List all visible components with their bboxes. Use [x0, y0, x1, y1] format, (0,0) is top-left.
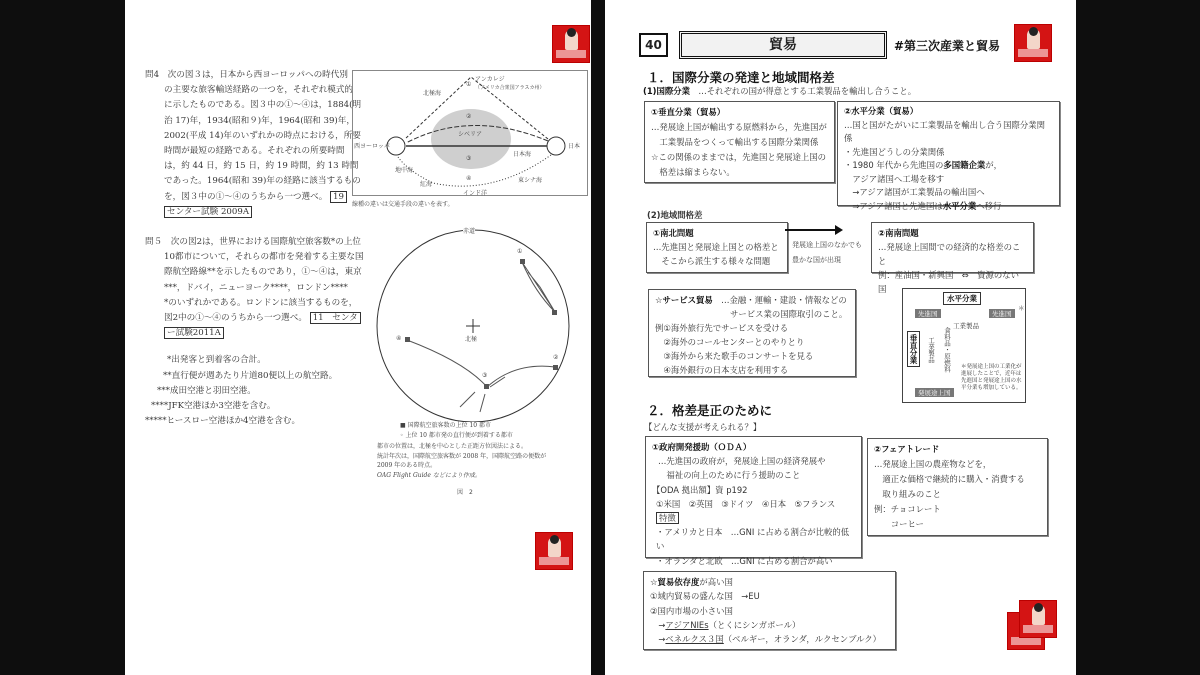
- route-marker: ②: [466, 113, 472, 120]
- question-4: [145, 68, 377, 220]
- legend-item: 上位 10 都市発の直行便が到着する都市: [405, 432, 513, 439]
- box-title: ①垂直分業（貿易）: [651, 107, 726, 117]
- diagram-label: 工業製品: [927, 337, 935, 363]
- oda-box: [645, 436, 862, 566]
- label-arctic: 北極海: [423, 90, 442, 97]
- arrow-right-icon: [785, 229, 837, 231]
- box-line: 適正な価格で継続的に購入・消費する: [874, 474, 1025, 484]
- box-line: …発展途上国間での経済的な格差のこと: [878, 242, 1021, 266]
- box-line: 例：産油国・新興国 ⇔ 資源のない国: [878, 270, 1020, 294]
- label-siberia: シベリア: [458, 131, 483, 138]
- q4-line: であった。1964(昭和 39)年の経路に該当するもの: [164, 176, 361, 187]
- label-indian-ocean: インド洋: [463, 190, 488, 197]
- box-line: が，: [985, 160, 1002, 170]
- box-title: が高い国: [699, 577, 733, 587]
- box-line: ・先進国どうしの分業関係: [844, 146, 945, 157]
- example-item: 例①海外旅行先でサービスを受ける: [655, 323, 789, 333]
- example-item: ②海外のコールセンターとのやりとり: [655, 337, 805, 347]
- north-south-box: [646, 222, 788, 273]
- box-title: ②水平分業（貿易）: [844, 106, 919, 116]
- feature-item: ・オランダと北欧 …GNI に占める割合が高い: [656, 555, 833, 566]
- legend-item: 国際航空旅客数の上位 10 都市: [407, 422, 492, 429]
- box-title: ②フェアトレード: [874, 444, 940, 454]
- figure-3: [352, 70, 588, 196]
- diagram-node: 先進国: [915, 309, 941, 318]
- fair-trade-box: [867, 438, 1048, 536]
- box-title: ②南南問題: [878, 228, 919, 238]
- city-marker: ①: [517, 248, 523, 255]
- division-diagram: [902, 288, 1026, 403]
- box-line: ①米国 ②英国 ③ドイツ ④日本 ⑤フランス: [656, 498, 836, 509]
- label-alaska: （アメリカ合衆国アラスカ州）: [475, 85, 545, 91]
- page-title: 貿易: [679, 31, 887, 59]
- label-red-sea: 紅海: [420, 181, 433, 188]
- q5-line: 10都市について，それらの都市を発着する主要な国: [164, 252, 364, 263]
- diagram-label: 垂直分業: [907, 331, 920, 367]
- box-line: →: [650, 634, 666, 645]
- box-title: ☆貿易依存度: [650, 577, 700, 587]
- label-north-pole: 北極: [465, 336, 478, 343]
- q5-line: *のいずれかである。ロンドンに該当するものを，: [164, 297, 358, 308]
- q5-line: 図2中の①～④のうちから一つ選べ。: [164, 313, 307, 324]
- arrow-note: [792, 238, 862, 268]
- box-line: ・1980 年代から先進国の: [844, 160, 944, 170]
- q4-line: 時間が最短の経路である。それぞれの所要時間: [164, 146, 345, 157]
- diagram-node: 先進国: [989, 309, 1015, 318]
- q4-line: 問4 次の図３は，日本から西ヨーロッパへの時代別: [145, 70, 348, 80]
- footnote: ***成田空港と羽田空港。: [157, 385, 256, 396]
- example-item: ③海外から来た歌手のコンサートを見る: [655, 351, 814, 361]
- box-line: へ移行: [976, 200, 1002, 211]
- q5-line: 問５ 次の図2は，世界における国際航空旅客数*の上位: [145, 237, 362, 247]
- note-line: 豊かな国が出現: [792, 256, 841, 264]
- route-marker: ④: [466, 175, 472, 182]
- box-line: サービス業の国際取引のこと。: [730, 309, 848, 319]
- note-line: OAG Flight Guide などにより作成。: [377, 471, 481, 479]
- box-line: 工業製品をつくって輸出する国際分業関係: [651, 137, 819, 147]
- box-line: 例：チョコレート: [874, 504, 941, 514]
- question-5: [145, 235, 377, 429]
- question-prompt: 【どんな支援が考えられる？】: [644, 422, 762, 432]
- box-line: ②国内市場の小さい国: [650, 605, 733, 616]
- section-2-heading: ２．格差是正のために: [647, 403, 773, 418]
- box-line: →アジア諸国が工業製品の輸出国へ: [844, 187, 985, 197]
- answer-number: 19: [330, 191, 347, 203]
- figure-2-notes: [377, 442, 546, 480]
- logo: [535, 532, 573, 570]
- service-trade-box: [648, 289, 856, 377]
- left-page: [125, 0, 591, 675]
- label-west-europe: 西ヨーロッパ: [354, 143, 390, 150]
- emphasis: 多国籍企業: [943, 160, 986, 170]
- box-line: ⇒アジア諸国と先進国は: [844, 200, 943, 211]
- route-marker: ①: [466, 81, 472, 88]
- emphasis: 水平分業: [942, 200, 977, 211]
- box-line: そこから派生する様々な問題: [653, 256, 771, 266]
- box-line: 取り組みのこと: [874, 489, 941, 499]
- city-marker: ④: [396, 335, 402, 342]
- box-line: …発展途上国の農産物などを，: [874, 459, 992, 469]
- q4-line: を，図３中の①～④のうちから一つ選べ。: [164, 191, 328, 202]
- label-equator: 赤道: [463, 228, 476, 235]
- footnote: *出発客と到着客の合計。: [167, 355, 266, 366]
- south-south-box: [871, 222, 1034, 294]
- box-line: …国と国がたがいに工業製品を輸出し合う国際分業関係: [844, 119, 1045, 143]
- underlined-term: アジアNIEs: [665, 619, 709, 630]
- subheading-text: …それぞれの国が得意とする工業製品を輸出し合うこと。: [698, 86, 917, 96]
- box-line: コーヒー: [874, 519, 924, 529]
- logo: [1019, 600, 1057, 638]
- box-line: アジア諸国へ工場を移す: [844, 173, 945, 184]
- q5-line: 際航空路線**を示したものであり，①～④は，東京: [164, 267, 362, 278]
- figure-2-legend: ■ 国際航空旅客数の上位 10 都市 ◦ 上位 10 都市発の直行便が到着する都市: [400, 422, 513, 439]
- note-line: 都市の位置は，北極を中心とした正距方位図法による。: [377, 443, 528, 450]
- q4-line: 2002(平成 14)年のいずれかの時点における，所要: [164, 130, 361, 141]
- box-line: …先進国と発展途上国との格差と: [653, 242, 779, 252]
- feature-label: 特徴: [656, 512, 679, 524]
- diagram-label: 水平分業: [943, 292, 981, 305]
- footnote: **直行便が週あたり片道80便以上の航空路。: [163, 370, 338, 381]
- note-line: 2009 年のある時点。: [377, 462, 437, 469]
- q5-line: ***，ドバイ，ニューヨーク****，ロンドン****: [164, 282, 348, 293]
- arrowhead-icon: [835, 225, 843, 235]
- route-marker: ③: [466, 155, 472, 162]
- q4-line: に示したものである。図３中の①～④は，1884(明: [164, 100, 362, 111]
- box-line: （ベルギー，オランダ，ルクセンブルク）: [723, 634, 882, 645]
- box-line: 【ODA 拠出額】資 p192: [652, 484, 748, 495]
- box-line: →: [650, 619, 666, 630]
- city-marker: ③: [482, 372, 488, 379]
- footnote: *****ヒースロー空港ほか4空港を含む。: [145, 416, 301, 427]
- source-label: ー試験2011A: [164, 327, 224, 339]
- label-anchorage: アンカレジ: [475, 76, 505, 83]
- note-line: 統計年次は，国際航空旅客数が 2008 年，国際航空路の便数が: [377, 452, 547, 460]
- figure-3-note: 線種の違いは交通手段の違いを表す。: [352, 201, 454, 208]
- section-1-heading: １．国際分業の発達と地域間格差: [647, 70, 835, 85]
- box-line: …発展途上国が輸出する原燃料から，先進国が: [651, 122, 827, 132]
- box-line: …先進国の政府が，発展途上国の経済発展や: [658, 456, 826, 467]
- box-line: ①域内貿易の盛んな国 →EU: [650, 591, 760, 602]
- figure-2-caption: 図 2: [457, 489, 473, 496]
- q4-line: は，約 44 日，約 15 日，約 19 時間，約 13 時間: [164, 161, 359, 172]
- topic-tag: #第三次産業と貿易: [894, 39, 1001, 53]
- azimuthal-map: [365, 222, 585, 422]
- box-title: ☆サービス貿易: [655, 295, 713, 305]
- diagram-label: 食料品・原燃料: [943, 327, 951, 373]
- label-sea-of-japan: 日本海: [513, 151, 532, 158]
- box-title: ①政府開発援助（ＯＤＡ）: [652, 442, 752, 452]
- box-line: …金融・運輸・建設・情報などの: [721, 295, 847, 305]
- q4-line: 治 17)年，1934(昭和９)年，1964(昭和 39)年，: [164, 115, 355, 126]
- figure-2: [365, 222, 585, 422]
- logo: [1014, 24, 1052, 62]
- subheading: (1)国際分業: [643, 86, 690, 96]
- q4-line: の主要な旅客輸送経路の一つを，それぞれ模式的: [164, 85, 354, 96]
- label-mediterranean: 地中海: [395, 167, 414, 174]
- box-line: ☆この関係のままでは，先進国と発展途上国の: [651, 152, 827, 162]
- footnote: ****JFK空港ほか3空港を含む。: [151, 401, 276, 412]
- feature-item: ・アメリカと日本 …GNI に占める割合が比較的低い: [656, 527, 850, 552]
- example-item: ④海外銀行の日本支店を利用する: [655, 365, 789, 375]
- diagram-label: 工業製品: [953, 322, 979, 330]
- box-line: 格差は縮まらない。: [651, 167, 735, 177]
- vertical-division-box: [644, 101, 835, 183]
- lesson-number: 40: [639, 33, 668, 57]
- city-marker: ②: [553, 354, 559, 361]
- diagram-note: ＊発展途上国の工業化が進展したことで，近年は先進国と発展途上国の水平分業も増加している。: [961, 364, 1022, 391]
- asterisk: ＊: [1018, 304, 1025, 312]
- horizontal-division-box: [837, 101, 1060, 211]
- source-label: センター試験 2009A: [164, 206, 252, 218]
- label-japan: 日本: [568, 143, 581, 150]
- box-line: （とくにシンガポール）: [708, 619, 801, 630]
- subheading: (2)地域間格差: [647, 210, 703, 220]
- logo: [552, 25, 590, 63]
- note-line: 発展途上国のなかでも: [792, 241, 862, 249]
- answer-number: 11 センタ: [310, 312, 361, 324]
- right-page: [605, 0, 1076, 675]
- trade-dependence-box: [643, 571, 896, 650]
- box-line: 福祉の向上のために行う援助のこと: [658, 470, 801, 481]
- diagram-node: 発展途上国: [915, 388, 954, 397]
- box-title: ①南北問題: [653, 228, 694, 238]
- label-east-china-sea: 東シナ海: [518, 177, 543, 184]
- underlined-term: ベネルクス３国: [665, 634, 724, 645]
